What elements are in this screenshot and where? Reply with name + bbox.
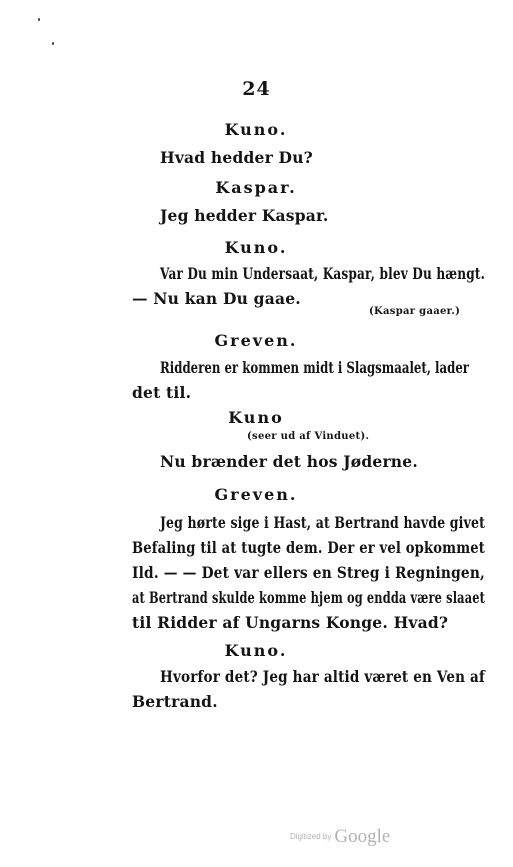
dialogue-line: — Nu kan Du gaae. [132, 289, 301, 308]
page-number: 24 [242, 78, 271, 100]
dialogue-line: Jeg hedder Kaspar. [160, 206, 329, 225]
dialogue-line: det til. [132, 383, 192, 402]
stage-direction: (Kaspar gaaer.) [369, 306, 461, 317]
dialogue-line: Bertrand. [132, 692, 218, 711]
ink-speck [52, 42, 54, 45]
dialogue-line: til Ridder af Ungarns Konge. Hvad? [132, 613, 449, 632]
speaker-kuno: Kuno. [224, 120, 288, 139]
dialogue-line: Hvorfor det? Jeg har altid været en Ven af [160, 667, 485, 686]
speaker-kaspar: Kaspar. [215, 178, 297, 197]
dialogue-line: Nu brænder det hos Jøderne. [160, 452, 418, 471]
dialogue-line [160, 358, 469, 377]
stage-direction: (seer ud af Vinduet). [247, 431, 370, 442]
dialogue-line: Ild. — — Det var ellers en Streg i Regningen, [132, 563, 485, 582]
speaker-kuno: Kuno. [224, 238, 288, 257]
dialogue-line: Var Du min Undersaat, Kaspar, blev Du hængt. [160, 264, 485, 283]
dialogue-line: at Bertrand skulde komme hjem og endda være slaaet [132, 588, 485, 607]
speaker-kuno: Kuno [228, 408, 284, 427]
watermark-prefix: Digitized by [290, 832, 332, 841]
ink-speck [38, 18, 40, 21]
dialogue-line: Jeg hørte sige i Hast, at Bertrand havde givet [160, 513, 485, 532]
speaker-greven: Greven. [214, 485, 298, 504]
dialogue-line: Befaling til at tugte dem. Der er vel opkommet [132, 538, 485, 557]
digitized-by-google-watermark [290, 826, 390, 848]
dialogue-text: Ridderen er kommen midt i Slagsmaalet, lader [160, 358, 469, 377]
speaker-greven: Greven. [214, 331, 298, 350]
dialogue-line: Hvad hedder Du? [160, 148, 313, 167]
google-logo: Google [334, 826, 391, 847]
speaker-kuno: Kuno. [224, 641, 288, 660]
